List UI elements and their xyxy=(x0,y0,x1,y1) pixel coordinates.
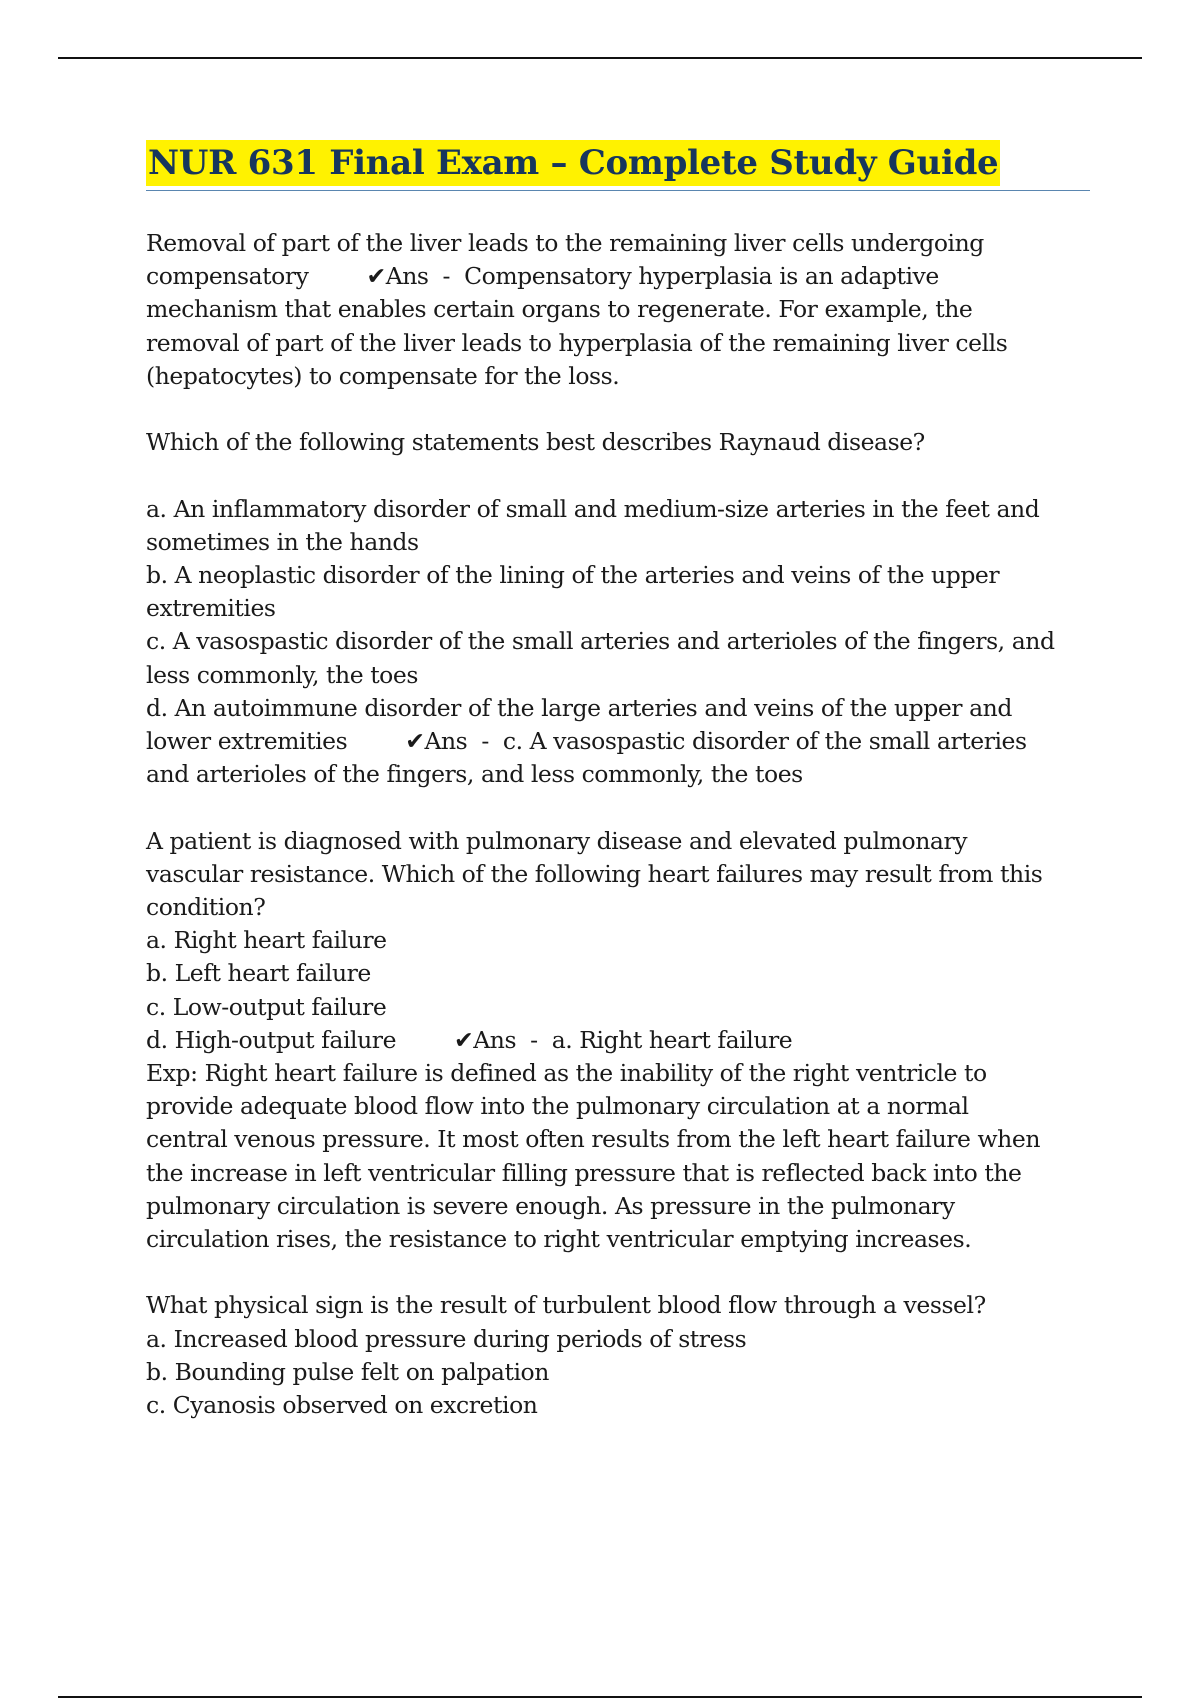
option-line: a. Right heart failure xyxy=(146,926,387,955)
stem-line: Which of the following statements best describes Raynaud disease? xyxy=(146,428,925,457)
qa-item-3 xyxy=(146,825,1090,1257)
question-stem xyxy=(146,426,1090,459)
option-line: b. A neoplastic disorder of the lining of the arteries and veins of the upper xyxy=(146,561,1000,589)
stem-line: What physical sign is the result of turbulent blood flow through a vessel? xyxy=(146,1291,986,1320)
answer-line: mechanism that enables certain organs to regenerate. For example, the xyxy=(146,295,973,324)
answer-label: ✔Ans xyxy=(454,1025,517,1054)
explanation-line: central venous pressure. It most often results from the left heart failure when xyxy=(146,1125,1041,1154)
explanation-line: the increase in left ventricular filling pressure that is reflected back into the xyxy=(146,1158,1022,1187)
explanation-line: Exp: Right heart failure is defined as the inability of the right ventricle to xyxy=(146,1059,987,1088)
answer-text: Compensatory hyperplasia is an adaptive xyxy=(464,262,939,291)
explanation-line: provide adequate blood flow into the pulmonary circulation at a normal xyxy=(146,1092,969,1121)
explanation-line: pulmonary circulation is severe enough. As pressure in the pulmonary xyxy=(146,1191,955,1220)
answer-line: removal of part of the liver leads to hyperplasia of the remaining liver cells xyxy=(146,328,1008,357)
option-line: c. A vasospastic disorder of the small arteries and arterioles of the fingers, and xyxy=(146,627,1055,656)
document-body xyxy=(146,140,1090,1455)
option-line: b. Left heart failure xyxy=(146,959,371,988)
top-rule xyxy=(58,57,1142,59)
question-answer-line: compensatory ✔Ans - Compensatory hyperplasia is an adaptive xyxy=(146,262,939,291)
option-line: sometimes in the hands xyxy=(146,527,419,556)
option-line: c. Cyanosis observed on excretion xyxy=(146,1391,538,1420)
option-line: c. Low-output failure xyxy=(146,992,387,1021)
explanation-line: circulation rises, the resistance to right ventricular emptying increases. xyxy=(146,1225,972,1254)
option-line: d. An autoimmune disorder of the large arteries and veins of the upper and xyxy=(146,693,1012,722)
option-line: less commonly, the toes xyxy=(146,660,418,689)
option-line: lower extremities xyxy=(146,727,348,756)
answer-label: ✔Ans xyxy=(366,262,429,291)
stem-line: A patient is diagnosed with pulmonary disease and elevated pulmonary xyxy=(146,826,968,855)
question-line: Removal of part of the liver leads to the remaining liver cells undergoing xyxy=(146,229,984,257)
stem-line: vascular resistance. Which of the following heart failures may result from this xyxy=(146,859,1043,888)
title-block xyxy=(146,140,1090,191)
answer-text: a. Right heart failure xyxy=(551,1025,793,1054)
document-title: NUR 631 Final Exam – Complete Study Guide xyxy=(146,140,1000,186)
answer-text: c. A vasospastic disorder of the small arteries xyxy=(502,727,1027,756)
option-answer-line: lower extremities ✔Ans - c. A vasospastic disorder of the small arteries xyxy=(146,727,1027,756)
option-line: b. Bounding pulse felt on palpation xyxy=(146,1357,549,1386)
option-line: d. High-output failure xyxy=(146,1025,397,1054)
answer-line: and arterioles of the fingers, and less commonly, the toes xyxy=(146,760,803,789)
qa-item-4 xyxy=(146,1289,1090,1422)
option-line: extremities xyxy=(146,594,276,623)
question-line: compensatory xyxy=(146,262,309,291)
option-line: a. Increased blood pressure during periods of stress xyxy=(146,1324,747,1353)
answer-line: (hepatocytes) to compensate for the loss. xyxy=(146,361,620,390)
qa-item-1 xyxy=(146,227,1090,393)
option-line: a. An inflammatory disorder of small and medium-size arteries in the feet and xyxy=(146,494,1040,523)
answer-label: ✔Ans xyxy=(405,727,468,756)
stem-line: condition? xyxy=(146,893,266,922)
qa-item-2 xyxy=(146,493,1090,792)
option-answer-line: d. High-output failure ✔Ans - a. Right heart failure xyxy=(146,1025,793,1054)
bottom-rule xyxy=(58,1696,1142,1698)
